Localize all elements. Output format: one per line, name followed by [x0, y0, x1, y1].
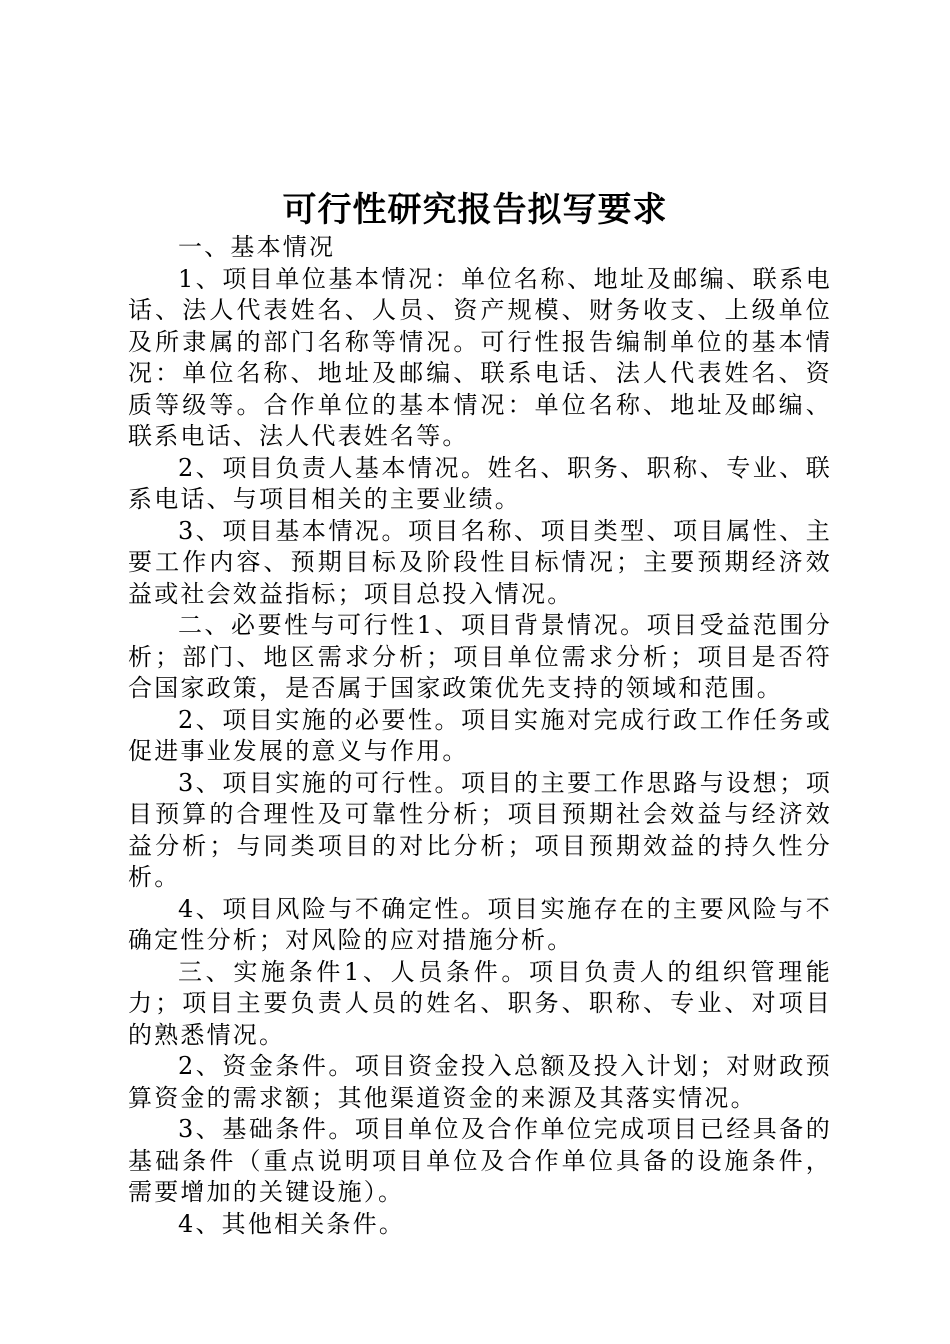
paragraph-infrastructure-conditions: 3、基础条件。项目单位及合作单位完成项目已经具备的基础条件（重点说明项目单位及合作单位具备的设施条件，需要增加的关键设施）。 — [128, 1115, 832, 1206]
paragraph-funding-conditions: 2、资金条件。项目资金投入总额及投入计划；对财政预算资金的需求额；其他渠道资金的来源及其落实情况。 — [128, 1052, 832, 1112]
section-heading-basic-info: 一、基本情况 — [178, 233, 336, 261]
document-title: 可行性研究报告拟写要求 — [282, 190, 668, 230]
paragraph-project-unit-info: 1、项目单位基本情况：单位名称、地址及邮编、联系电话、法人代表姓名、人员、资产规模、财务收支、上级单位及所隶属的部门名称等情况。可行性报告编制单位的基本情况：单位名称、地址及邮编、联系电话、法人代表姓名、资质等级等。合作单位的基本情况：单位名称、地址及邮编、联系电话、法人代表姓名等。 — [128, 264, 832, 450]
paragraph-other-conditions: 4、其他相关条件。 — [178, 1209, 406, 1238]
paragraph-necessity-feasibility: 二、必要性与可行性1、项目背景情况。项目受益范围分析；部门、地区需求分析；项目单位需求分析；项目是否符合国家政策，是否属于国家政策优先支持的领域和范围。 — [128, 611, 832, 702]
paragraph-implementation-conditions: 三、实施条件1、人员条件。项目负责人的组织管理能力；项目主要负责人员的姓名、职务、职称、专业、对项目的熟悉情况。 — [128, 957, 832, 1049]
paragraph-implementation-necessity: 2、项目实施的必要性。项目实施对完成行政工作任务或促进事业发展的意义与作用。 — [128, 705, 832, 765]
document-body — [128, 232, 832, 1240]
paragraph-project-basic-info: 3、项目基本情况。项目名称、项目类型、项目属性、主要工作内容、预期目标及阶段性目标情况；主要预期经济效益或社会效益指标；项目总投入情况。 — [128, 516, 832, 608]
paragraph-project-leader-info: 2、项目负责人基本情况。姓名、职务、职称、专业、联系电话、与项目相关的主要业绩。 — [128, 453, 832, 513]
paragraph-risk-uncertainty: 4、项目风险与不确定性。项目实施存在的主要风险与不确定性分析；对风险的应对措施分析。 — [128, 894, 832, 954]
paragraph-implementation-feasibility: 3、项目实施的可行性。项目的主要工作思路与设想；项目预算的合理性及可靠性分析；项目预期社会效益与经济效益分析；与同类项目的对比分析；项目预期效益的持久性分析。 — [128, 768, 832, 891]
